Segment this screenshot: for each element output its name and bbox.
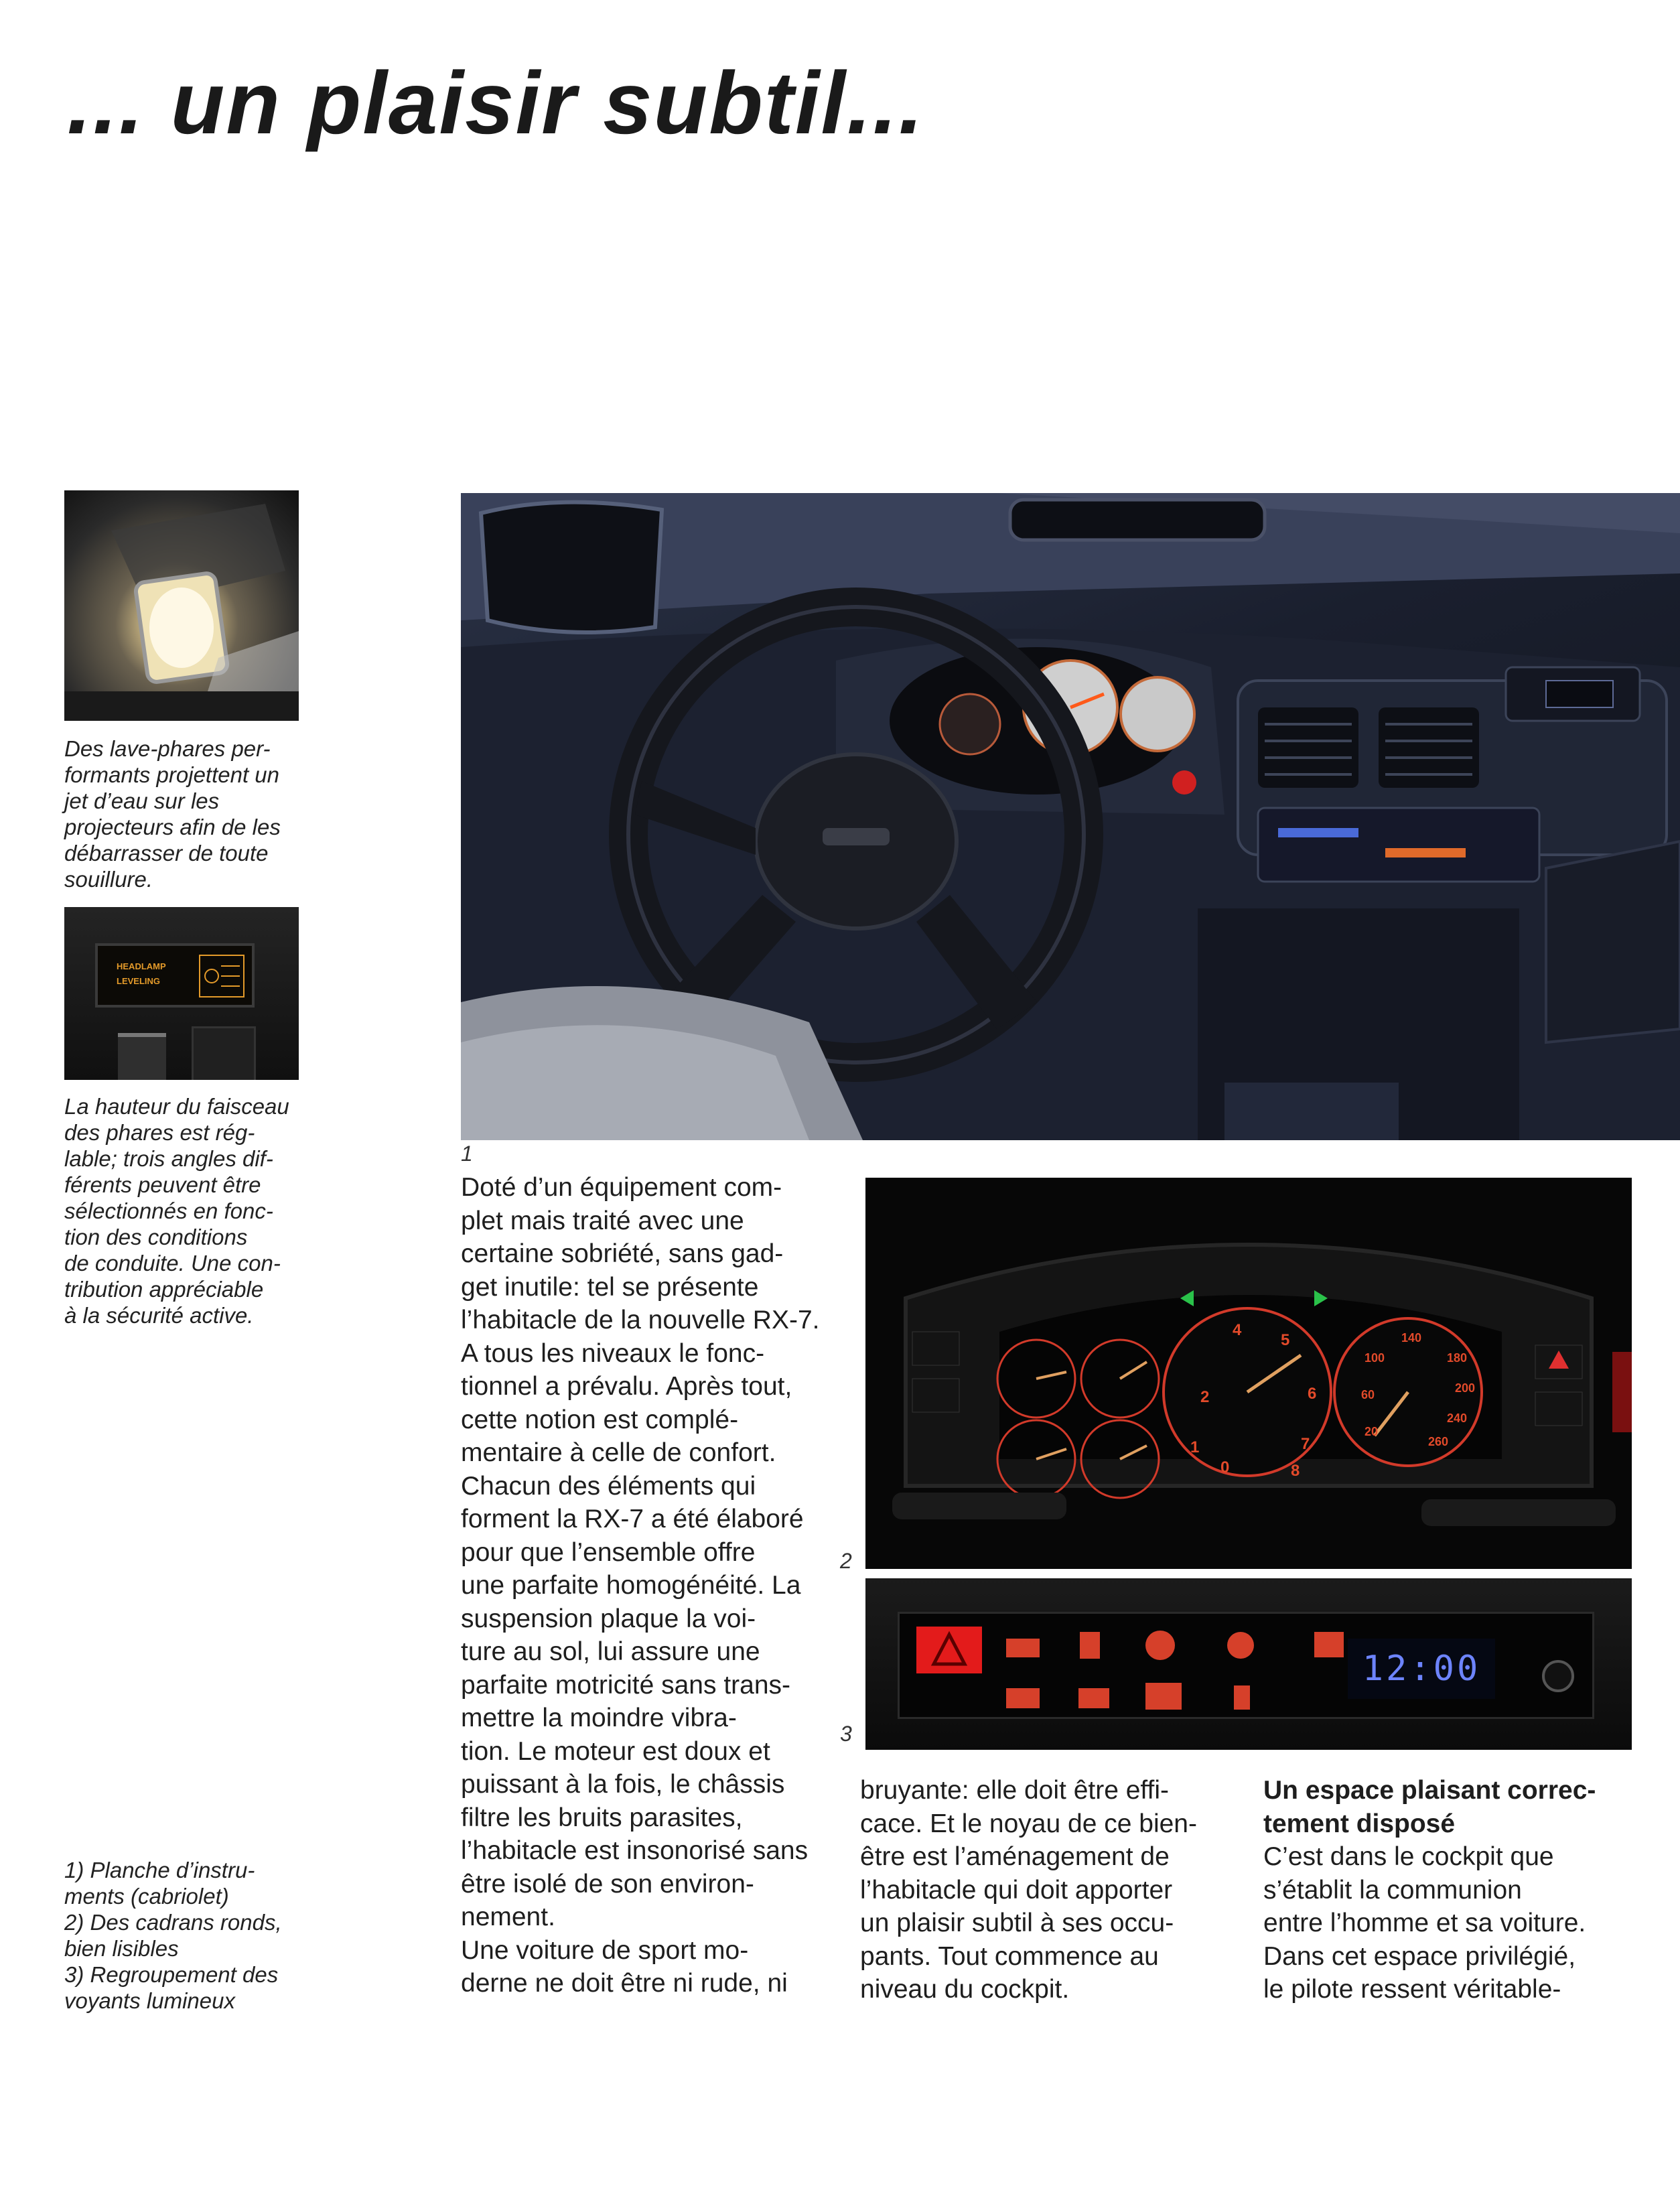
warning-lights-photo <box>865 1578 1632 1750</box>
page-headline: ... un plaisir subtil... <box>67 54 925 152</box>
headlamp-washer-photo <box>64 490 299 721</box>
leveling-panel <box>95 943 255 1008</box>
cockpit-photo <box>461 493 1680 1140</box>
body-column-1: Doté d’un équipement com- plet mais traité avec une certaine sobriété, sans gad- get inutile: tel se présente l’habitacle de la nouvelle RX-7. A tous les niveaux le fonc- tionnel a prévalu. Après tout, cette notion est complé- mentaire à celle de confort. Chacun des éléments qui forment la RX-7 a été élaboré pour que l’ensemble offre une parfaite homogénéité. La suspension plaque la voi- ture au sol, lui assure une parfaite motricité sans trans- mettre la moindre vibra- tion. Le moteur est doux et puissant à la fois, le châssis filtre les bruits parasites, l’habitacle est insonorisé sans être isolé de son environ- nement. Une voiture de sport mo- derne ne doit être ni rude, ni <box>461 1173 820 1998</box>
figure-number-1: 1 <box>461 1142 473 1166</box>
body-column-2: bruyante: elle doit être effi- cace. Et le noyau de ce bien- être est l’aménagement de l’habitacle qui doit apporter un plaisir subtil à ses occu- pants. Tout commence au niveau du cockpit. <box>860 1776 1197 2004</box>
caption-headlamp-washer: Des lave-phares per- formants projettent un jet d’eau sur les projecteurs afin de les débarrasser de toute souillure. <box>64 736 281 892</box>
svg-text:140: 140 <box>1401 1331 1422 1345</box>
svg-text:4: 4 <box>1233 1321 1242 1339</box>
switch-left <box>118 1033 166 1080</box>
hazard-button <box>916 1627 982 1673</box>
svg-text:5: 5 <box>1281 1331 1290 1349</box>
svg-text:2: 2 <box>1200 1388 1210 1406</box>
leveling-label-2: LEVELING <box>117 976 161 986</box>
clock-display <box>1348 1639 1495 1699</box>
svg-text:200: 200 <box>1455 1381 1476 1395</box>
figure-number-3: 3 <box>840 1722 852 1746</box>
svg-text:20: 20 <box>1364 1425 1379 1438</box>
clock-digits: 12:00 <box>1362 1649 1481 1689</box>
clock-knob <box>1542 1660 1574 1692</box>
headlamp-leveling-photo <box>64 907 299 1080</box>
svg-text:7: 7 <box>1301 1435 1310 1453</box>
svg-text:180: 180 <box>1447 1351 1468 1365</box>
svg-text:6: 6 <box>1308 1385 1317 1403</box>
gauge-cluster-photo <box>865 1178 1632 1569</box>
svg-text:0: 0 <box>1220 1458 1230 1476</box>
leveling-dial-icon <box>198 954 245 998</box>
svg-text:8: 8 <box>1291 1462 1300 1480</box>
section-heading-line-2: tement disposé <box>1263 1809 1456 1838</box>
svg-text:260: 260 <box>1428 1435 1449 1448</box>
leveling-label-1: HEADLAMP <box>117 961 166 971</box>
svg-text:240: 240 <box>1447 1411 1468 1425</box>
section-heading-line-1: Un espace plaisant correc- <box>1263 1776 1596 1805</box>
caption-headlamp-leveling: La hauteur du faisceau des phares est rég- lable; trois angles dif- férents peuvent être sélectionnés en fonc- tion des conditions de conduite. Une con- tribution appréciable à la sécurité active. <box>64 1094 289 1328</box>
svg-text:100: 100 <box>1364 1351 1385 1365</box>
figure-number-2: 2 <box>840 1549 852 1573</box>
switch-right <box>192 1026 256 1080</box>
figure-legend: 1) Planche d’instru- ments (cabriolet) 2) Des cadrans ronds, bien lisibles 3) Regroupement des voyants lumineux <box>64 1858 282 2013</box>
svg-text:1: 1 <box>1190 1438 1200 1456</box>
svg-text:60: 60 <box>1361 1388 1375 1401</box>
body-column-3: Un espace plaisant correc- tement disposé C’est dans le cockpit que s’établit la communion entre l’homme et sa voiture. Dans cet espace privilégié, le pilote ressent véritable- <box>1263 1774 1596 2006</box>
hazard-triangle-icon <box>916 1627 982 1673</box>
